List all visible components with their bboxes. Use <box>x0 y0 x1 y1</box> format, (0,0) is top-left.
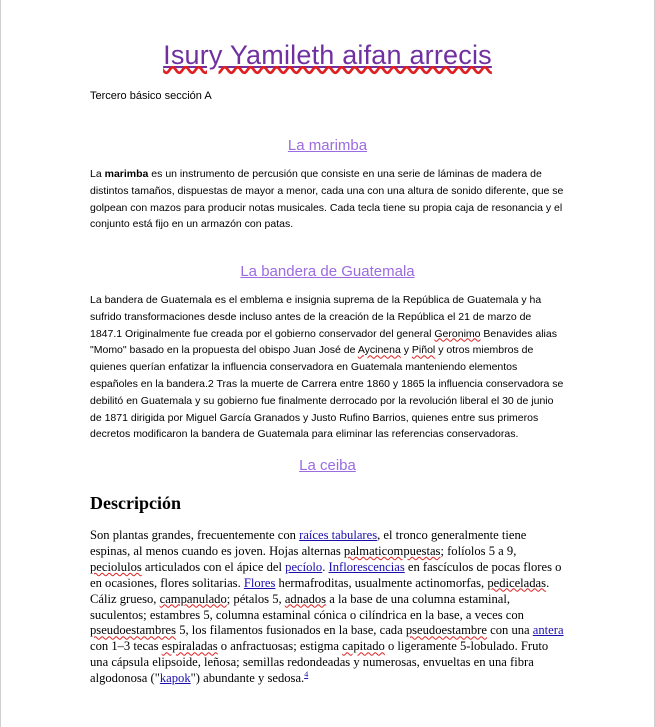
ceiba-text: . <box>322 559 329 574</box>
ceiba-text: ; folíolos 5 a 9, <box>440 543 517 558</box>
marimba-lead: La <box>90 168 105 180</box>
bandera-word-pinol: Piñol <box>411 344 436 357</box>
ceiba-word-flagged: pseudoestambre <box>405 623 487 638</box>
heading-marimba: La marimba <box>287 137 368 154</box>
bandera-word-geronimo: Geronimo <box>434 327 481 340</box>
ceiba-word-flagged: pediceladas <box>487 575 547 590</box>
paragraph-bandera <box>90 292 565 443</box>
document-title <box>0 40 655 71</box>
marimba-bold: marimba <box>104 168 149 180</box>
link-raices-tabulares[interactable]: raíces tabulares <box>299 528 378 542</box>
ceiba-word-flagged: capitado <box>342 639 385 654</box>
link-inflorescencias[interactable]: Inflorescencias <box>328 559 405 574</box>
ceiba-text: ") abundante y sedosa. <box>190 671 305 686</box>
heading-descripcion: Descripción <box>90 493 181 513</box>
ceiba-text: hermafroditas, usualmente actinomorfas, <box>275 575 488 590</box>
ceiba-word-flagged: adnados <box>284 591 327 606</box>
bandera-text-1: La bandera de Guatemala es el emblema e insignia suprema de la República de Guatemala y ha sufrido transformaciones desde incluso antes de la creación de la República el 21 de marzo de 1847.1 Originalmente fue creada por el gobierno conservador del general <box>90 294 542 340</box>
ceiba-word-flagged: peciolulos <box>90 559 142 574</box>
reference-link[interactable]: 4 <box>304 669 309 679</box>
ceiba-text: con 1–3 tecas <box>90 639 162 654</box>
marimba-rest: es un instrumento de percusión que consiste en una serie de láminas de madera de distintos tamaños, dispuestas de mayor a menor, cada una con una altura de sonido diferente, que se golpean con mazos para producir notas musicales. Cada tecla tiene su propia caja de resonancia y el conjunto está fijo en un armazón con patas. <box>90 168 564 231</box>
page-edge-left <box>0 0 1 727</box>
paragraph-marimba <box>90 166 565 233</box>
link-peciolo[interactable]: pecíolo <box>285 559 323 574</box>
ceiba-text: . Cáliz grueso, <box>90 575 550 606</box>
bandera-text-3: y <box>400 344 412 357</box>
bandera-word-aycinena: Aycinena <box>357 344 401 357</box>
ceiba-word-flagged: pseudoestambres <box>90 623 177 638</box>
ceiba-text: con una <box>486 623 533 638</box>
ceiba-word-flagged: palmaticompuestas <box>343 543 441 558</box>
heading-bandera: La bandera de Guatemala <box>240 263 415 280</box>
title-text: Isury Yamileth aifan arrecis <box>163 40 492 70</box>
link-flores[interactable]: Flores <box>243 575 276 590</box>
document-subtitle: Tercero básico sección A <box>90 90 212 102</box>
ceiba-word-flagged: campanulado <box>159 591 227 606</box>
ceiba-text: ; pétalos 5, <box>226 591 285 606</box>
link-antera[interactable]: antera <box>532 623 564 638</box>
ceiba-text: o anfractuosas; estigma <box>217 639 343 654</box>
ceiba-text: en fascículos de pocas flores o en ocasiones, flores solitarias. <box>90 559 562 590</box>
ceiba-text: a la base de una columna estaminal, suculentos; estambres 5, columna estaminal cónica o cilíndrica en la base, a veces con <box>90 591 524 622</box>
ceiba-word-flagged: espiraladas <box>161 639 218 654</box>
bandera-text-4: y otros miembros de quienes querían enfatizar la influencia conservadora en Guatemala manteniendo elementos españoles en la bandera.2 Tras la muerte de Carrera entre 1860 y 1865 la influencia conservadora se debilitó en Guatemala y su gobierno fue finalmente derrocado por la revolución liberal el 30 de junio de 1871 dirigida por Miguel García Granados y Justo Rufino Barrios, quienes entre sus primeros decretos modificaron la bandera de Guatemala para eliminar las referencias conservadoras. <box>90 344 564 441</box>
heading-ceiba: La ceiba <box>299 457 356 474</box>
ceiba-text: articulados con el ápice del <box>141 559 286 574</box>
bandera-text-2: Benavides alias "Momo" basado en la propuesta del obispo Juan José de <box>90 327 557 357</box>
ceiba-text: o ligeramente 5-lobulado. Fruto una cápsula elipsoide, leñosa; semillas redondeadas y numerosas, envueltas en una fibra algodonosa (" <box>90 639 549 686</box>
ceiba-text: Son plantas grandes, frecuentemente con <box>90 528 300 542</box>
link-kapok[interactable]: kapok <box>159 671 191 686</box>
paragraph-ceiba <box>90 528 565 687</box>
ceiba-text: , el tronco generalmente tiene espinas, al menos cuando es joven. Hojas alternas <box>90 528 527 558</box>
ceiba-text: 5, los filamentos fusionados en la base, cada <box>176 623 406 638</box>
